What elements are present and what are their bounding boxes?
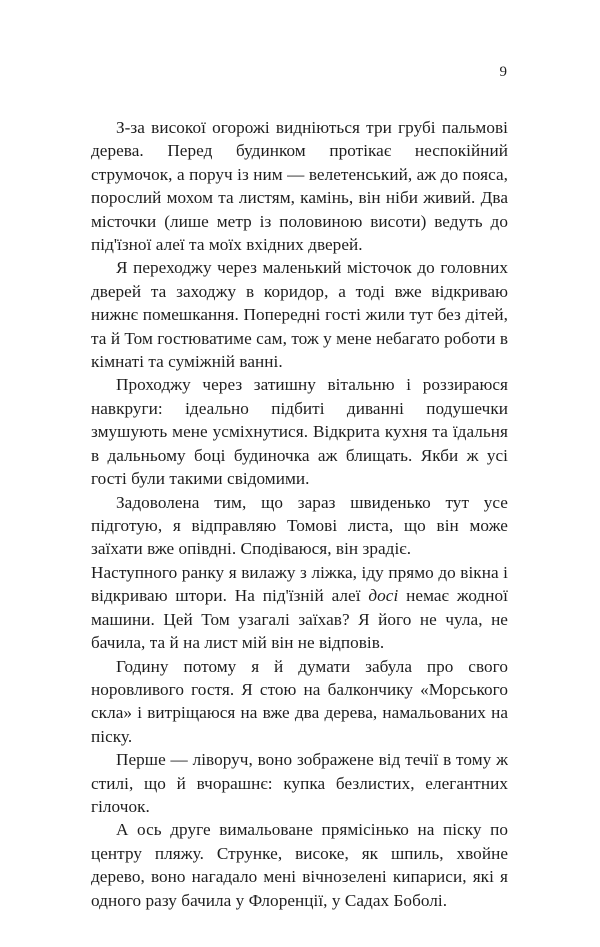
emphasis-text: досі	[368, 586, 399, 606]
text-section-2	[91, 561, 508, 912]
text-run: Наступного ранку я вилажу з ліжка, іду прямо до вікна і відкриваю штори. На під'їзній алеї	[91, 563, 508, 606]
paragraph	[91, 561, 508, 655]
paragraph: Задоволена тим, що зараз швиденько тут усе підготую, я відправляю Томові листа, що він може заїхати вже опівдні. Сподіваюся, він зрадіє.	[91, 492, 508, 559]
paragraph: Годину потому я й думати забула про свого норовливого гостя. Я стою на балкончику «Морського скла» і витріщаюся на вже два дерева, намальованих на піску.	[91, 656, 508, 746]
paragraph: Проходжу через затишну вітальню і роззираюся навкруги: ідеально підбиті диванні подушечки змушують мене усміхнутися. Відкрита кухня та їдальня в дальньому боці будиночка аж блищать. Якби ж усі гості були такими свідомими.	[91, 375, 508, 489]
page-number: 9	[499, 64, 507, 80]
paragraph: А ось друге вимальоване прямісінько на піску по центру пляжу. Струнке, високе, як шпиль, хвойне дерево, воно нагадало мені вічнозелені кипариси, які я одного разу бачила у Флоренції, у Садах Боболі.	[91, 820, 508, 910]
text-run: немає жодної машини. Цей Том узагалі заїхав? Я його не чула, не бачила, та й на лист мій він не відповів.	[91, 586, 508, 653]
text-section-1	[91, 116, 508, 561]
paragraph: Я переходжу через маленький місточок до головних дверей та заходжу в коридор, а тоді вже відкриваю нижнє помешкання. Попередні гості жили тут без дітей, та й Том гостюватиме сам, тож у мене небагато роботи в кімнаті та суміжній ванні.	[91, 258, 508, 372]
paragraph: З-за високої огорожі видніються три грубі пальмові дерева. Перед будинком протікає неспокійний струмочок, а поруч із ним — велетенський, аж до пояса, порослий мохом та листям, камінь, він ніби живий. Два місточки (лише метр із половиною висоти) ведуть до під'їзної алеї та моїх вхідних дверей.	[91, 118, 508, 255]
paragraph: Перше — ліворуч, воно зображене від течії в тому ж стилі, що й вчорашнє: купка безлистих, елегантних гілочок.	[91, 750, 508, 817]
